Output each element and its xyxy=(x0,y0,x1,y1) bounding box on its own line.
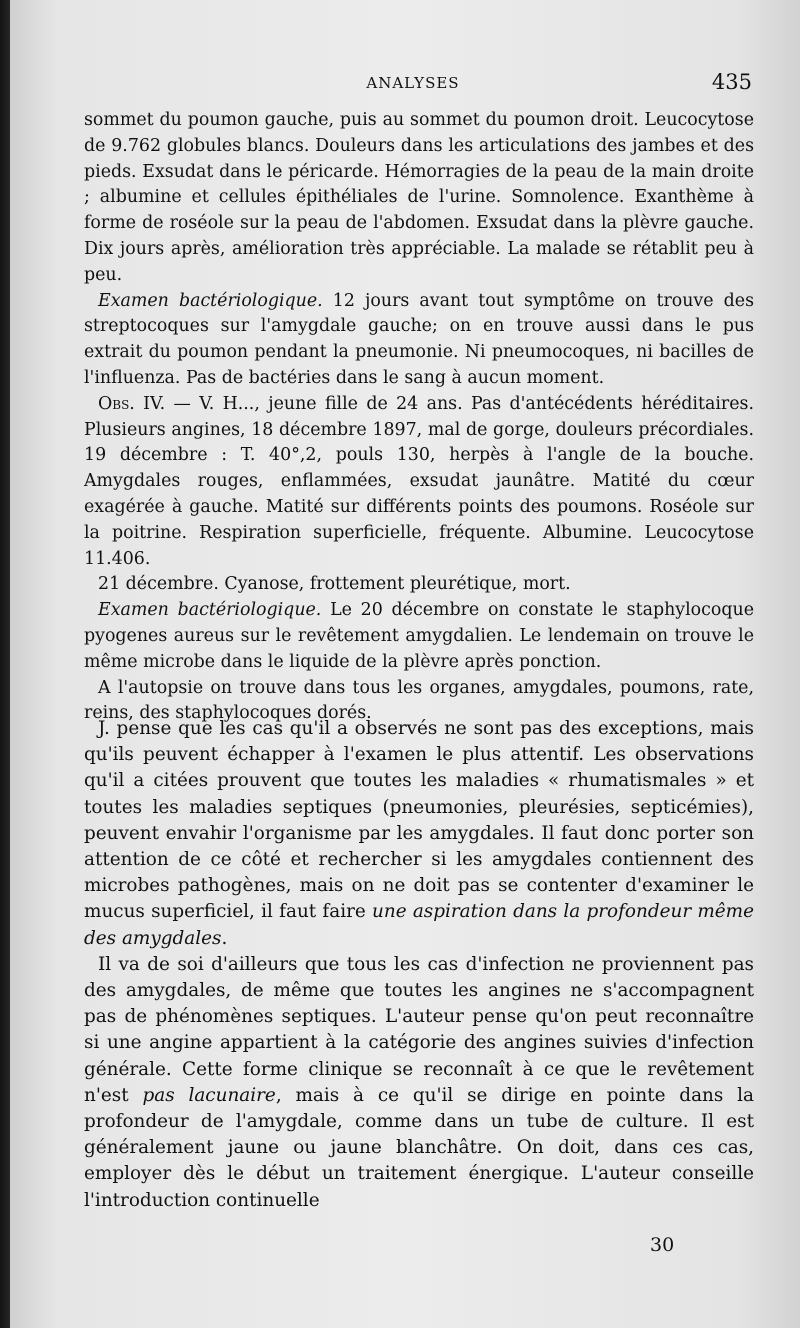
observation-label: Obs. IV. xyxy=(98,393,166,414)
signature-mark: 30 xyxy=(650,1234,675,1256)
paragraph xyxy=(84,952,754,1214)
book-page xyxy=(10,0,800,1328)
paragraph-text: . xyxy=(221,927,228,949)
paragraph xyxy=(84,598,754,675)
commentary-block xyxy=(84,716,754,1214)
paragraph: 21 décembre. Cyanose, frottement pleurétique, mort. xyxy=(98,574,571,595)
emphasis-text: pas lacunaire xyxy=(142,1084,276,1106)
section-label: Examen bactériologique. xyxy=(98,290,323,311)
paragraph-text: J. pense que les cas qu'il a observés ne sont pas des exceptions, mais qu'ils peuvent échapper à l'examen le plus attentif. Les observations qu'il a citées prouvent que toutes les maladies « rhumatismales » et toutes les maladies septiques (pneumonies, pleurésies, septicémies), peuvent envahir l'organisme par les amygdales. Il faut donc porter son attention de ce côté et rechercher si les amygdales contiennent des microbes pathogènes, mais on ne doit pas se contenter d'examiner le mucus superficiel, il faut faire xyxy=(84,718,754,923)
paragraph xyxy=(84,716,754,952)
paragraph: sommet du poumon gauche, puis au sommet du poumon droit. Leucocytose de 9.762 globules blancs. Douleurs dans les articulations des jambes et des pieds. Exsudat dans le péricarde. Hémorragies de la peau de la main droite ; albumine et cellules épithéliales de l'urine. Somnolence. Exanthème à forme de roséole sur la peau de l'abdomen. Exsudat dans la plèvre gauche. Dix jours après, amélioration très appréciable. La malade se rétablit peu à peu. xyxy=(84,110,754,285)
running-head: ANALYSES xyxy=(366,74,460,92)
paragraph-text: 12 jours avant tout symptôme on trouve des streptocoques sur l'amygdale gauche; on en trouve aussi dans le pus extrait du poumon pendant la pneumonie. Ni pneumocoques, ni bacilles de l'influenza. Pas de bactéries dans le sang à aucun moment. xyxy=(84,290,754,388)
paragraph-text: Il va de soi d'ailleurs que tous les cas d'infection ne proviennent pas des amygdales, de même que toutes les angines ne s'accompagnent pas de phénomènes septiques. L'auteur pense qu'on peut reconnaître si une angine appartient à la catégorie des angines suivies d'infection générale. Cette forme clinique se reconnaît à ce que le revêtement n'est xyxy=(84,953,754,1106)
paragraph-text: Le 20 décembre on constate le staphylocoque pyogenes aureus sur le revêtement amygdalien. Le lendemain on trouve le même microbe dans le liquide de la plèvre après ponction. xyxy=(84,600,754,672)
paragraph: A l'autopsie on trouve dans tous les organes, amygdales, poumons, rate, reins, des staphylocoques dorés. xyxy=(84,677,754,724)
page-header xyxy=(74,70,752,100)
paragraph xyxy=(84,392,754,573)
paragraph xyxy=(84,289,754,392)
paragraph-text: — V. H..., jeune fille de 24 ans. Pas d'antécédents héréditaires. Plusieurs angines, 18 décembre 1897, mal de gorge, douleurs précordiales. 19 décembre : T. 40°,2, pouls 130, herpès à l'angle de la bouche. Amygdales rouges, enflammées, exsudat jaunâtre. Matité du cœur exagérée à gauche. Matité sur différents points des poumons. Roséole sur la poitrine. Respiration superficielle, fréquente. Albumine. Leucocytose 11.406. xyxy=(84,393,754,569)
section-label: Examen bactériologique. xyxy=(98,600,322,621)
page-number: 435 xyxy=(711,70,752,94)
emphasis-text: une aspiration dans la profondeur même des amygdales xyxy=(84,901,755,949)
paragraph-text: , mais à ce qu'il se dirige en pointe dans la profondeur de l'amygdale, comme dans un tube de culture. Il est généralement jaune ou jaune blanchâtre. On doit, dans ces cas, employer dès le début un traitement énergique. L'auteur conseille l'introduction continuelle xyxy=(84,1084,754,1211)
observation-block xyxy=(84,108,754,727)
